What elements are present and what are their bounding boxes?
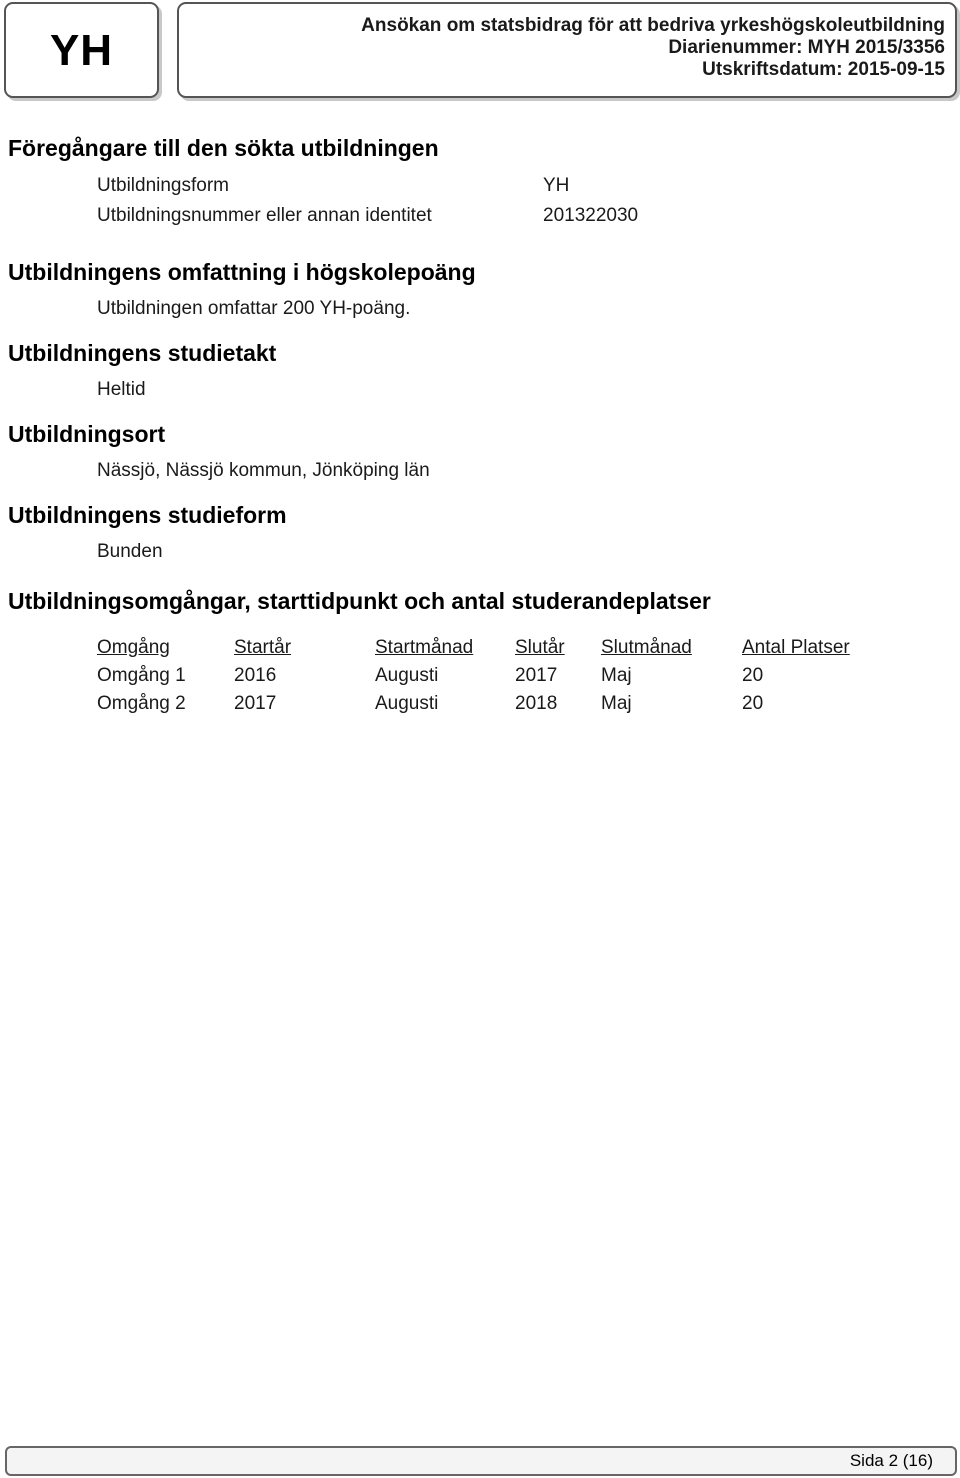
table-cell: Augusti	[375, 693, 439, 714]
table-header-slutar: Slutår	[515, 637, 565, 658]
table-header-startar: Startår	[234, 637, 292, 658]
table-cell: 2016	[234, 665, 277, 686]
document-title: Ansökan om statsbidrag för att bedriva yrkeshögskoleutbildning	[361, 15, 945, 36]
utbildningsnummer-label: Utbildningsnummer eller annan identitet	[97, 205, 432, 226]
omfattning-text: Utbildningen omfattar 200 YH-poäng.	[97, 298, 411, 319]
utbildningsform-value: YH	[543, 175, 570, 196]
yh-logo: YH	[49, 26, 114, 75]
section-heading-utbildningsort: Utbildningsort	[8, 421, 166, 447]
table-cell: Omgång 1	[97, 665, 186, 686]
utbildningsform-label: Utbildningsform	[97, 175, 229, 196]
table-cell: 2017	[234, 693, 277, 714]
diarienummer: Diarienummer: MYH 2015/3356	[668, 37, 945, 58]
table-cell: Maj	[601, 693, 632, 714]
document-header	[177, 2, 957, 98]
table-cell: 20	[742, 693, 764, 714]
utbildningsort-value: Nässjö, Nässjö kommun, Jönköping län	[97, 460, 430, 481]
section-heading-studieform: Utbildningens studieform	[8, 502, 287, 528]
studieform-value: Bunden	[97, 541, 163, 562]
page-number: Sida 2 (16)	[849, 1451, 933, 1470]
table-cell: Omgång 2	[97, 693, 186, 714]
section-heading-omgangar: Utbildningsomgångar, starttidpunkt och antal studerandeplatser	[8, 588, 711, 614]
studietakt-value: Heltid	[97, 379, 146, 400]
section-heading-foregangare: Föregångare till den sökta utbildningen	[8, 135, 439, 161]
utskriftsdatum: Utskriftsdatum: 2015-09-15	[702, 59, 945, 80]
table-header-omgang: Omgång	[97, 637, 170, 658]
section-heading-studietakt: Utbildningens studietakt	[8, 340, 277, 366]
logo-box	[4, 2, 159, 98]
table-header-startmanad: Startmånad	[375, 637, 474, 658]
page-footer	[5, 1446, 957, 1476]
table-cell: Maj	[601, 665, 632, 686]
table-header-slutmanad: Slutmånad	[601, 637, 692, 658]
table-cell: 20	[742, 665, 764, 686]
table-cell: 2018	[515, 693, 558, 714]
table-header-antal-platser: Antal Platser	[742, 637, 850, 658]
table-cell: Augusti	[375, 665, 439, 686]
table-cell: 2017	[515, 665, 558, 686]
section-heading-omfattning: Utbildningens omfattning i högskolepoäng	[8, 259, 476, 285]
utbildningsnummer-value: 201322030	[543, 205, 639, 226]
